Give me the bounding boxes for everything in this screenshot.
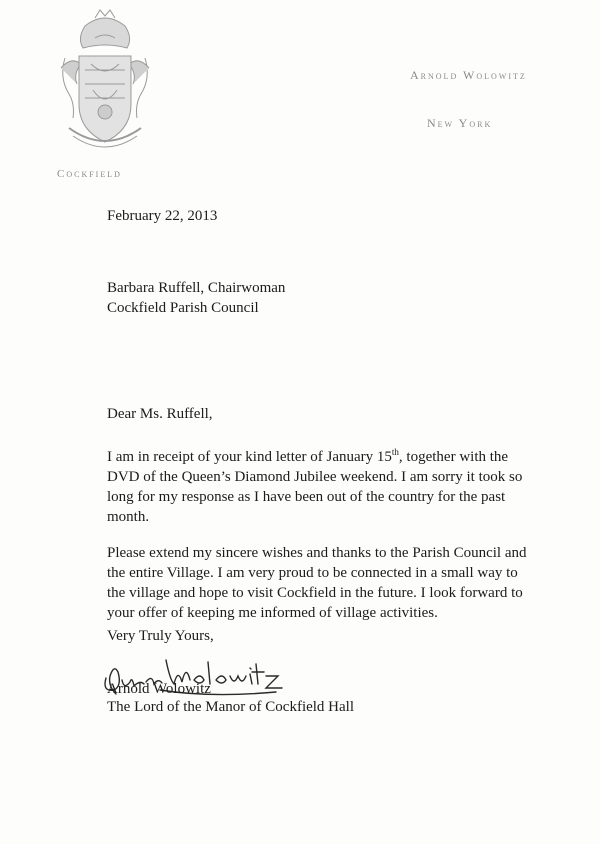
paragraph-2-text: Please extend my sincere wishes and thanks to the Parish Council and the entire Village. I am very proud to be connected in a small way to the village and hope to visit Cockfield in the future. I look forward to your offer of keeping me informed of village activities. [107,545,527,621]
recipient-line-1: Barbara Ruffell, Chairwoman [107,280,286,296]
salutation: Dear Ms. Ruffell, [107,406,213,422]
letterhead-sender-name: Arnold Wolowitz [410,68,527,82]
signer-name: Arnold Wolowitz [107,681,211,697]
ordinal-suffix: th [391,447,399,457]
paragraph-1-start: I am in receipt of your kind letter of January 15 [107,449,392,465]
body-paragraph-1 [107,447,537,527]
coat-of-arms-crest [55,8,155,160]
paragraph-1-end: , together with the DVD of the Queen’s Diamond Jubilee weekend. I am sorry it took so long for my response as I have been out of the country for the past month. [107,449,523,525]
closing: Very Truly Yours, [107,628,214,644]
letterhead-sender-city: New York [427,116,493,130]
recipient-line-2: Cockfield Parish Council [107,300,259,316]
letter-date: February 22, 2013 [107,208,218,224]
body-paragraph-2 [107,543,537,623]
signer-title: The Lord of the Manor of Cockfield Hall [107,699,355,715]
crest-label: Cockfield [57,168,122,180]
